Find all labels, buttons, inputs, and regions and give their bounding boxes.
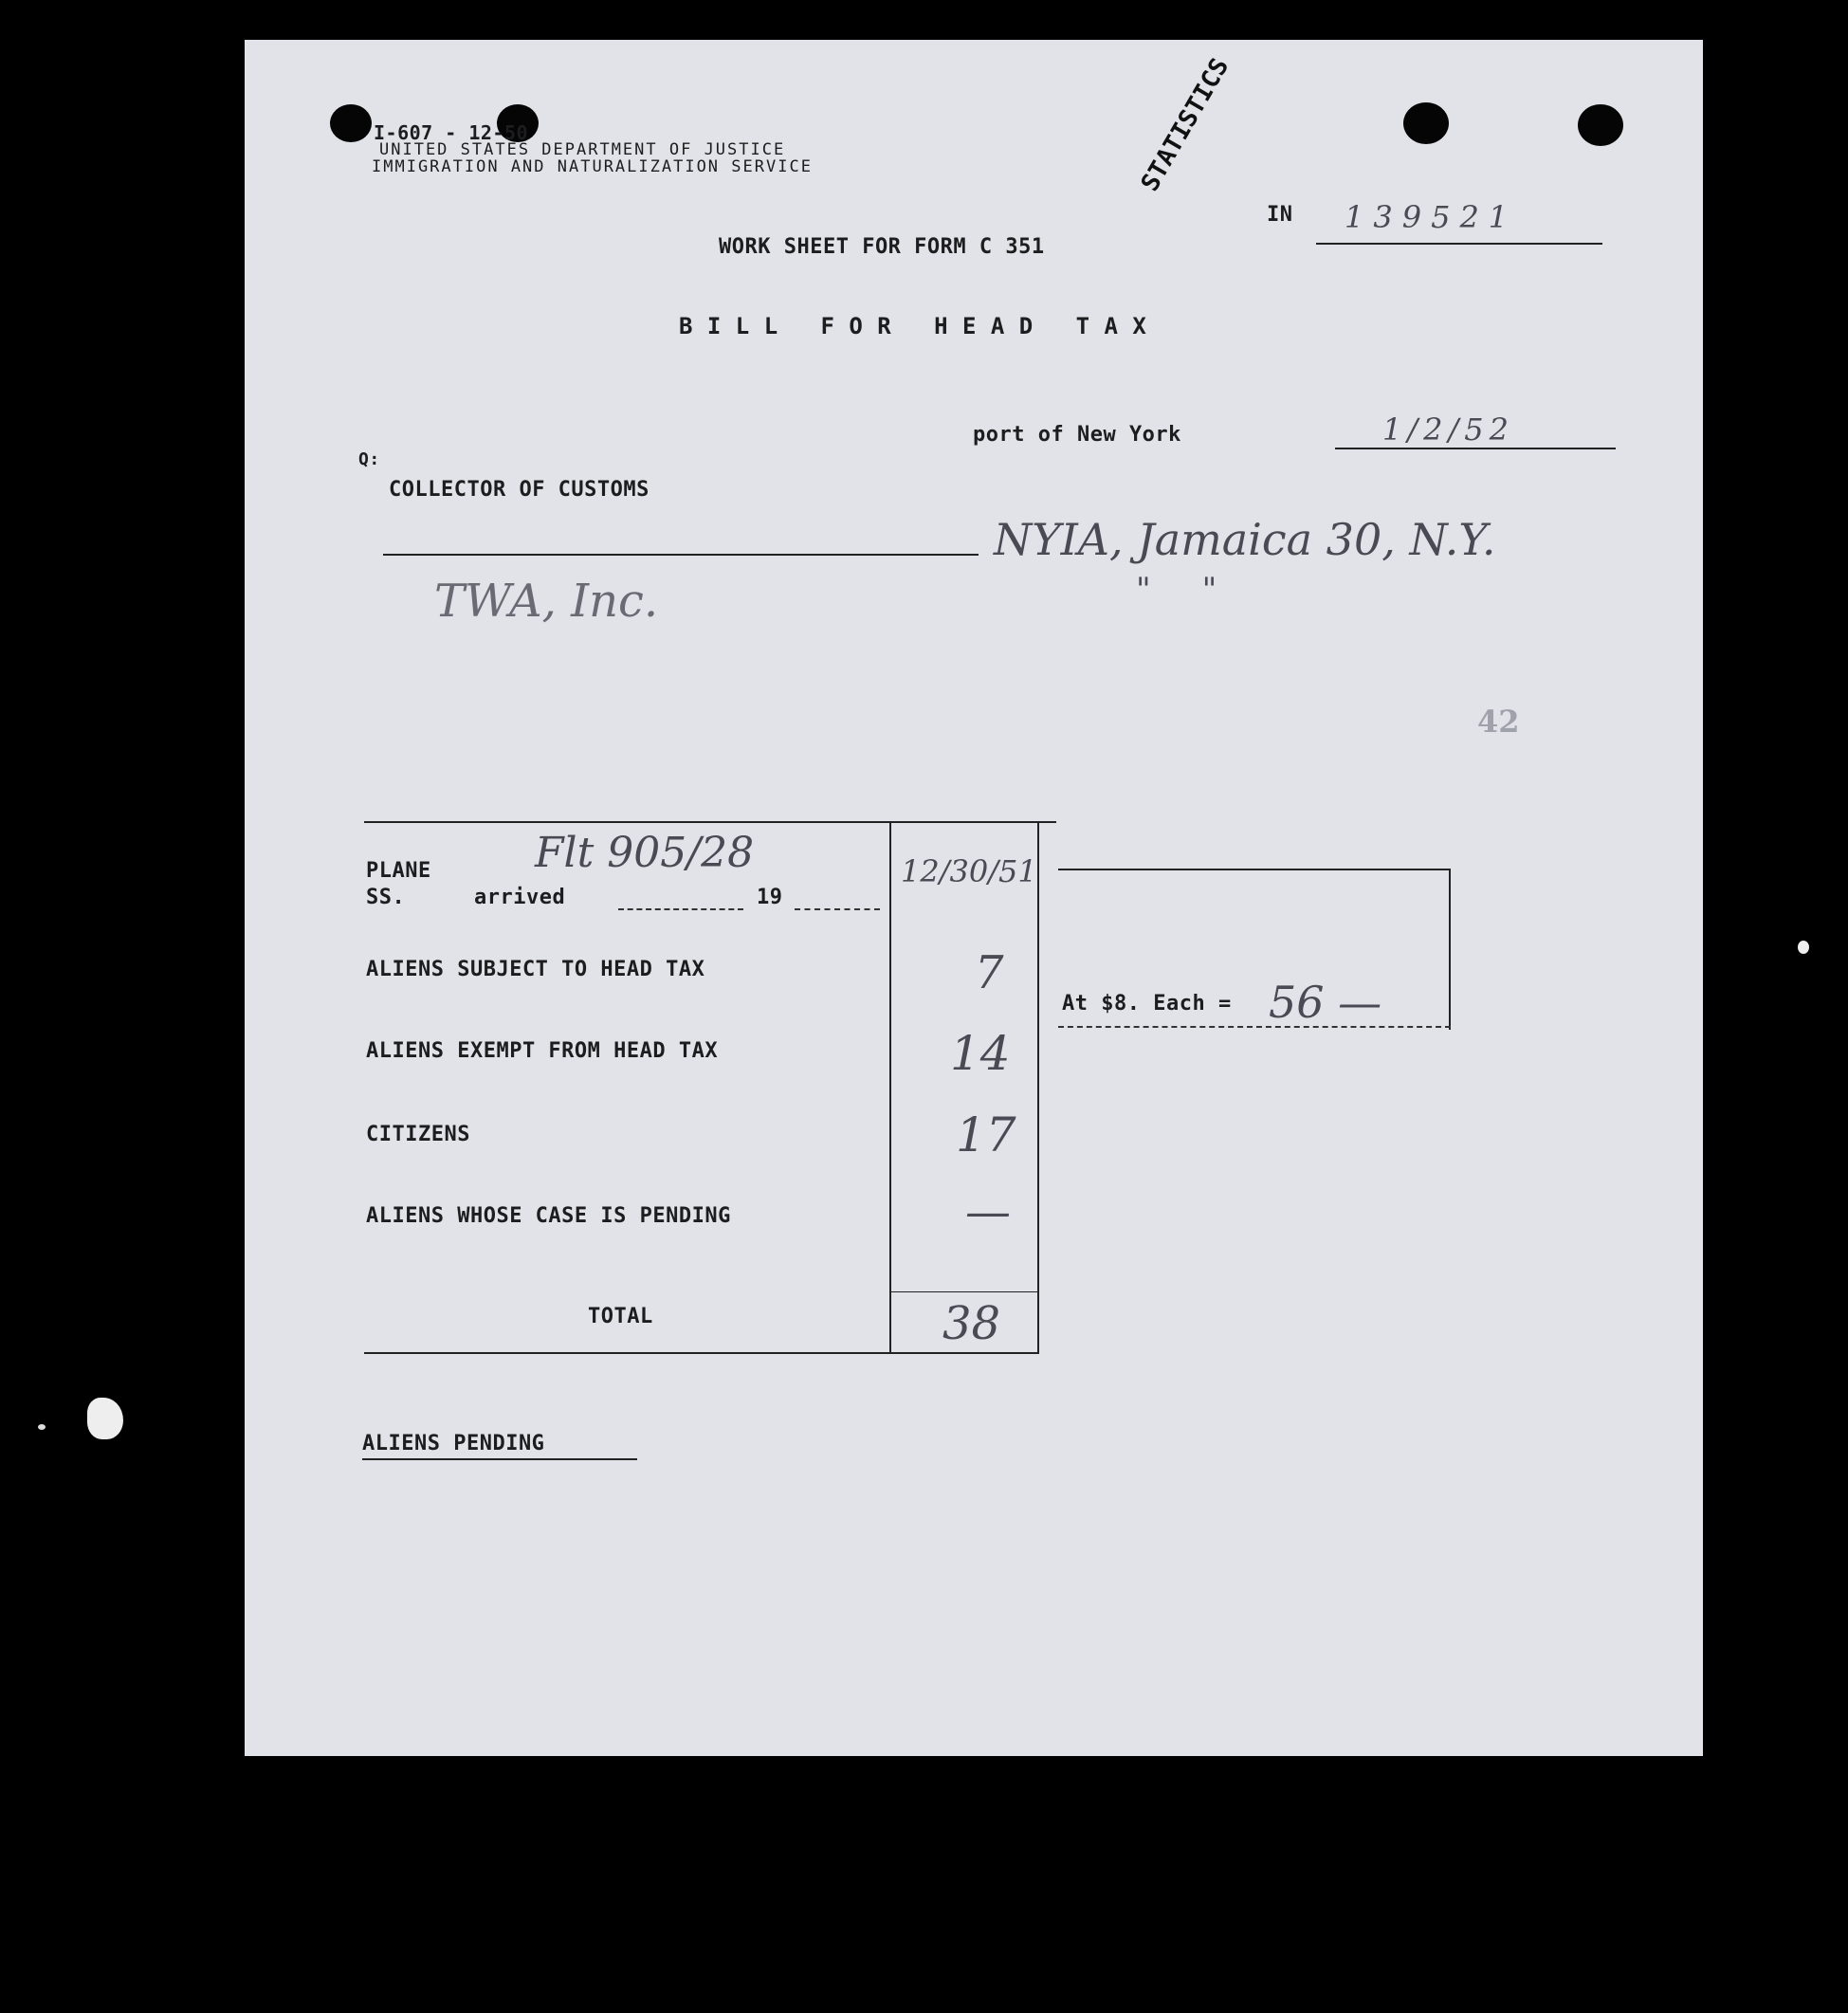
year-prefix: 19 [757,886,783,909]
tax-box-right [1449,869,1451,1030]
in-number-underline [1316,243,1602,245]
total-label: TOTAL [588,1305,653,1328]
punch-hole [1578,104,1623,146]
collector-label: COLLECTOR OF CUSTOMS [389,478,650,502]
row-label-exempt: ALIENS EXEMPT FROM HEAD TAX [366,1039,719,1063]
form-number: I-607 - 12-50 [374,121,529,144]
service-name: IMMIGRATION AND NATURALIZATION SERVICE [372,157,813,176]
flight-handwritten: Flt 905/28 [535,829,755,877]
ss-label: SS. [366,886,406,909]
bill-title: B I L L F O R H E A D T A X [679,313,1147,339]
year-blank [795,908,880,910]
punch-hole [330,104,372,142]
total-top-border [891,1291,1037,1292]
row-value-citizens: 17 [956,1107,1016,1162]
row-label-citizens: CITIZENS [366,1123,470,1146]
row-value-subject: 7 [975,946,1004,999]
row-value-exempt: 14 [950,1026,1011,1081]
aliens-pending-underline [362,1458,637,1460]
speck [38,1424,46,1430]
statistics-stamp: STATISTICS [1136,53,1235,197]
address-handwritten: NYIA, Jamaica 30, N.Y. [994,514,1496,565]
in-number: 139521 [1345,199,1518,235]
tax-box-bottom [1058,1026,1451,1028]
document-page [245,40,1703,1756]
arrival-date-handwritten: 12/30/51 [901,853,1037,889]
table-bottom-border [364,1352,1039,1354]
page-number: 42 [1477,704,1520,740]
port-date: 1/2/52 [1382,412,1514,448]
punch-hole [1403,102,1449,144]
worksheet-title: WORK SHEET FOR FORM C 351 [719,235,1045,259]
table-right-border [1037,821,1039,1354]
plane-label: PLANE [366,859,431,883]
tax-rate-label: At $8. Each = [1062,992,1232,1016]
ditto-marks: " " [1136,571,1217,609]
department-name: UNITED STATES DEPARTMENT OF JUSTICE [379,140,786,159]
company-handwritten: TWA, Inc. [434,575,659,628]
collector-underline [383,554,979,556]
tax-amount: 56 — [1269,977,1382,1028]
arrived-label: arrived [474,886,566,909]
row-value-pending: — [965,1185,1011,1238]
port-label: port of New York [973,423,1181,447]
speck [87,1398,123,1439]
date-underline [1335,448,1616,449]
row-label-pending: ALIENS WHOSE CASE IS PENDING [366,1204,731,1228]
in-label: IN [1267,203,1293,227]
table-divider [889,821,891,1354]
total-value: 38 [942,1297,1001,1350]
aliens-pending-label: ALIENS PENDING [362,1432,545,1455]
table-top-border [364,821,1056,823]
to-label: Q: [358,449,380,469]
speck [1798,941,1809,954]
row-label-subject: ALIENS SUBJECT TO HEAD TAX [366,958,705,981]
arrived-blank [618,908,743,910]
tax-box-top [1058,869,1451,870]
